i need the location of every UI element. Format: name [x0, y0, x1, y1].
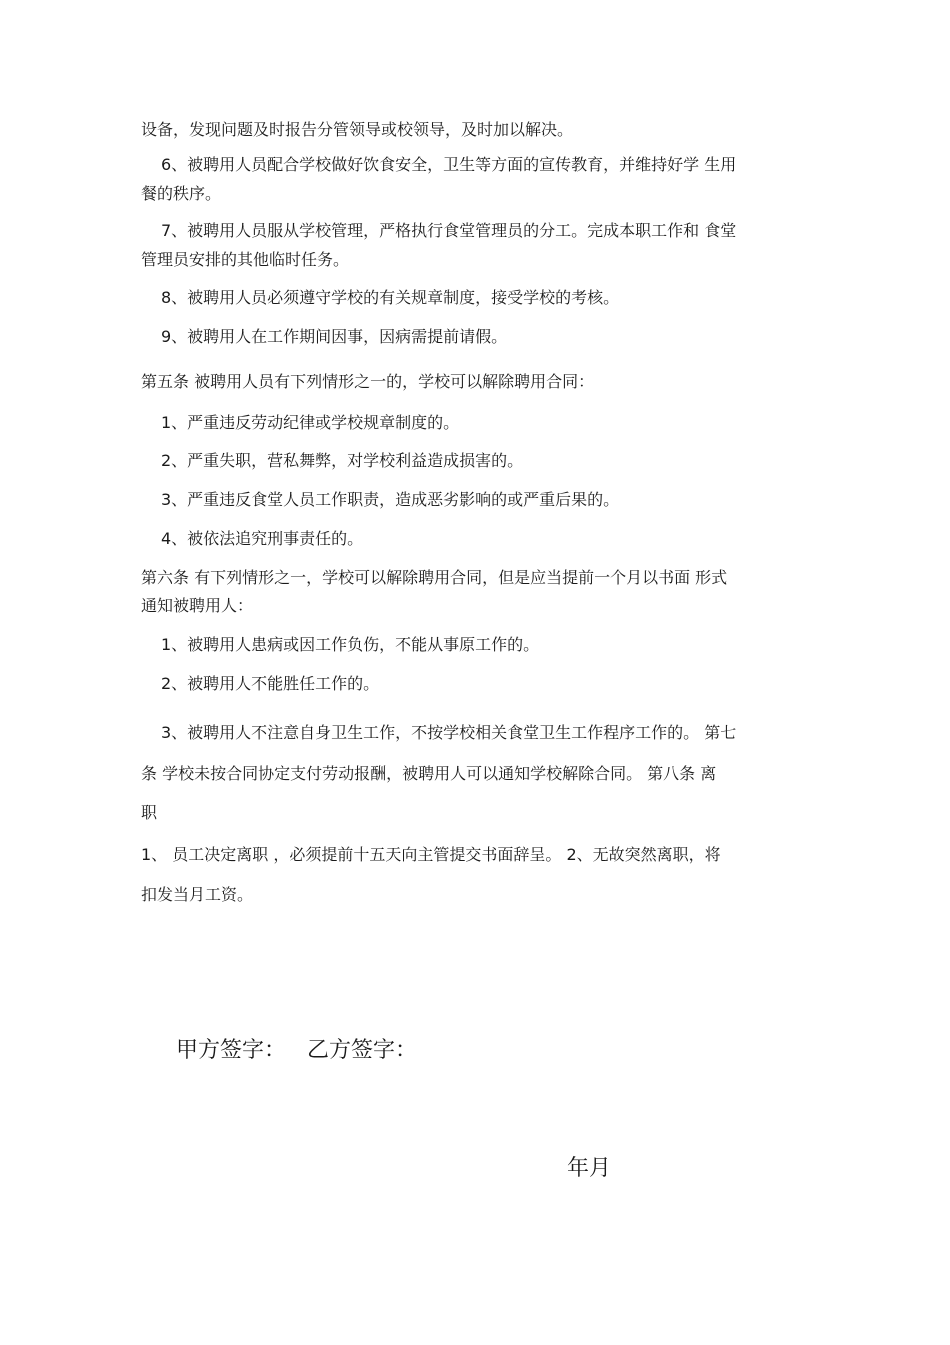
text-line: 扣发当月工资。 — [141, 885, 254, 904]
text-line: 7、被聘用人员服从学校管理，严格执行食堂管理员的分工。完成本职工作和 食堂 — [161, 221, 737, 240]
text-line: 餐的秩序。 — [141, 184, 222, 203]
text-line: 1、 员工决定离职 ，必须提前十五天向主管提交书面辞呈。 2、无故突然离职，将 — [141, 845, 721, 864]
text-line: 9、被聘用人在工作期间因事，因病需提前请假。 — [161, 327, 508, 346]
text-line: 1、被聘用人患病或因工作负伤，不能从事原工作的。 — [161, 635, 540, 654]
text-line: 通知被聘用人： — [141, 596, 254, 615]
text-line: 3、被聘用人不注意自身卫生工作，不按学校相关食堂卫生工作程序工作的。 第七 — [161, 723, 737, 742]
text-line: 8、被聘用人员必须遵守学校的有关规章制度，接受学校的考核。 — [161, 288, 620, 307]
party-a-signature-label: 甲方签字： — [176, 1038, 287, 1063]
text-line: 1、严重违反劳动纪律或学校规章制度的。 — [161, 413, 460, 432]
party-b-signature-label: 乙方签字： — [307, 1038, 418, 1063]
clause-heading: 第五条 被聘用人员有下列情形之一的，学校可以解除聘用合同： — [141, 372, 595, 391]
text-line: 2、被聘用人不能胜任工作的。 — [161, 674, 380, 693]
text-line: 设备，发现问题及时报告分管领导或校领导，及时加以解决。 — [141, 120, 574, 139]
text-line: 条 学校未按合同协定支付劳动报酬，被聘用人可以通知学校解除合同。 第八条 离 — [141, 764, 717, 783]
text-line: 3、严重违反食堂人员工作职责，造成恶劣影响的或严重后果的。 — [161, 490, 620, 509]
text-line: 6、被聘用人员配合学校做好饮食安全，卫生等方面的宣传教育，并维持好学 生用 — [161, 155, 737, 174]
text-line: 管理员安排的其他临时任务。 — [141, 250, 350, 269]
date-label: 年月 — [567, 1156, 612, 1181]
text-line: 2、严重失职，营私舞弊，对学校利益造成损害的。 — [161, 451, 524, 470]
text-line: 4、被依法追究刑事责任的。 — [161, 529, 364, 548]
text-line: 职 — [141, 803, 158, 822]
clause-heading: 第六条 有下列情形之一，学校可以解除聘用合同，但是应当提前一个月以书面 形式 — [141, 568, 728, 587]
signature-block — [176, 1036, 417, 1066]
